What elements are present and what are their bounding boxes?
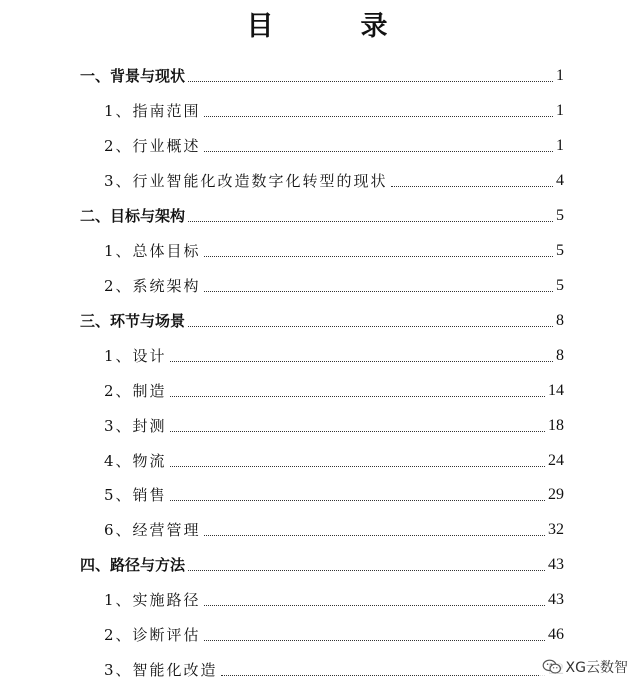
- toc-section-methods[interactable]: [80, 549, 564, 575]
- toc-label: 1、设计: [104, 347, 167, 365]
- toc-label: 2、系统架构: [104, 277, 201, 295]
- toc-label: 4、物流: [104, 452, 167, 470]
- dot-leader: [204, 255, 553, 257]
- dot-leader: [170, 465, 545, 467]
- toc-page-number: 14: [548, 382, 564, 399]
- toc-item-overall-goal[interactable]: [104, 235, 564, 261]
- dot-leader: [204, 604, 545, 606]
- dot-leader: [204, 290, 553, 292]
- toc-page-number: 8: [556, 312, 564, 329]
- page-title: 目 录: [246, 11, 418, 42]
- dot-leader: [170, 430, 545, 432]
- toc-item-implementation[interactable]: [104, 584, 564, 610]
- toc-label: 3、智能化改造: [104, 661, 218, 679]
- dot-leader: [188, 220, 553, 222]
- wechat-icon: [542, 659, 562, 675]
- toc-item-smart-transformation[interactable]: [104, 654, 564, 680]
- toc-label: 2、诊断评估: [104, 626, 201, 644]
- watermark: [540, 657, 630, 677]
- toc-item-assessment[interactable]: [104, 619, 564, 645]
- toc-page-number: 43: [548, 556, 564, 573]
- toc-item-logistics[interactable]: [104, 445, 564, 471]
- dot-leader: [170, 360, 553, 362]
- watermark-text: XG云数智: [565, 660, 628, 676]
- toc-page-number: 1: [556, 102, 564, 119]
- toc-label: 1、总体目标: [104, 242, 201, 260]
- toc-label: 1、实施路径: [104, 591, 201, 609]
- toc-page-number: 8: [556, 347, 564, 364]
- dot-leader: [204, 639, 545, 641]
- toc-page-number: 5: [556, 242, 564, 259]
- toc-page-number: 1: [556, 67, 564, 84]
- toc-label: 三、环节与场景: [80, 312, 186, 330]
- dot-leader: [204, 534, 545, 536]
- toc-section-background[interactable]: [80, 60, 564, 86]
- toc-label: 3、封测: [104, 417, 167, 435]
- toc-item-design[interactable]: [104, 340, 564, 366]
- dot-leader: [188, 325, 553, 327]
- toc-label: 二、目标与架构: [80, 207, 186, 225]
- toc-section-goals[interactable]: [80, 200, 564, 226]
- dot-leader: [391, 185, 553, 187]
- toc-page-number: 5: [556, 207, 564, 224]
- dot-leader: [221, 674, 545, 676]
- toc-page-number: 29: [548, 486, 564, 503]
- toc-label: 四、路径与方法: [80, 556, 186, 574]
- dot-leader: [204, 115, 553, 117]
- toc-page-number: 32: [548, 521, 564, 538]
- dot-leader: [188, 80, 553, 82]
- toc-page-number: 46: [548, 626, 564, 643]
- dot-leader: [188, 569, 545, 571]
- dot-leader: [204, 150, 553, 152]
- dot-leader: [170, 395, 545, 397]
- toc-item-scope[interactable]: [104, 95, 564, 121]
- toc-page-number: 24: [548, 452, 564, 469]
- toc-item-status[interactable]: [104, 165, 564, 191]
- toc-page-number: 18: [548, 417, 564, 434]
- toc-label: 一、背景与现状: [80, 67, 186, 85]
- toc-page-number: 5: [556, 277, 564, 294]
- toc-label: 2、制造: [104, 382, 167, 400]
- toc-section-scenarios[interactable]: [80, 305, 564, 331]
- toc-item-overview[interactable]: [104, 130, 564, 156]
- toc-label: 2、行业概述: [104, 137, 201, 155]
- toc-item-architecture[interactable]: [104, 270, 564, 296]
- toc-label: 1、指南范围: [104, 102, 201, 120]
- toc-item-operations[interactable]: [104, 514, 564, 540]
- toc-page-number: 43: [548, 591, 564, 608]
- toc-item-packaging-testing[interactable]: [104, 410, 564, 436]
- toc-page-number: 4: [556, 172, 564, 189]
- toc-page-number: 1: [556, 137, 564, 154]
- toc-item-sales[interactable]: [104, 479, 564, 505]
- toc-label: 5、销售: [104, 486, 167, 504]
- toc-item-manufacturing[interactable]: [104, 375, 564, 401]
- toc-label: 3、行业智能化改造数字化转型的现状: [104, 172, 388, 190]
- dot-leader: [170, 499, 545, 501]
- toc-label: 6、经营管理: [104, 521, 201, 539]
